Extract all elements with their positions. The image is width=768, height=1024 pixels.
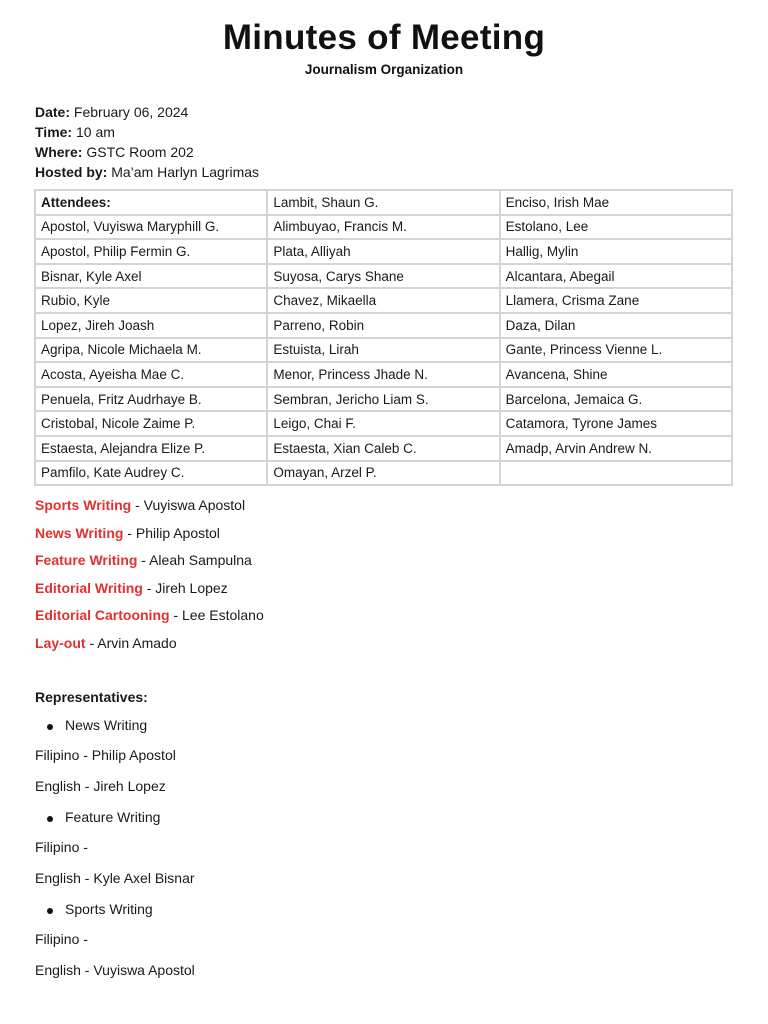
representative-line: English - Kyle Axel Bisnar xyxy=(35,870,195,886)
representatives-section xyxy=(35,686,195,990)
table-cell: Parreno, Robin xyxy=(267,313,499,338)
table-cell: Catamora, Tyrone James xyxy=(500,411,732,436)
role-item-cartooning: Editorial Cartooning - Lee Estolano xyxy=(35,607,264,624)
table-cell: Plata, Alliyah xyxy=(267,239,499,264)
table-cell: Barcelona, Jemaica G. xyxy=(500,387,732,412)
meeting-host: Hosted by: Ma’am Harlyn Lagrimas xyxy=(35,164,260,180)
table-row xyxy=(35,215,732,240)
representative-line: Filipino - xyxy=(35,839,88,855)
table-cell: Estaesta, Xian Caleb C. xyxy=(267,436,499,461)
representative-line: Filipino - xyxy=(35,931,88,947)
table-cell: Acosta, Ayeisha Mae C. xyxy=(35,362,267,387)
table-cell: Chavez, Mikaella xyxy=(267,288,499,313)
table-cell: Alcantara, Abegail xyxy=(500,264,732,289)
representative-line: English - Vuyiswa Apostol xyxy=(35,962,195,978)
role-item-layout: Lay-out - Arvin Amado xyxy=(35,634,177,651)
representative-line: English - Jireh Lopez xyxy=(35,778,166,794)
table-cell: Rubio, Kyle xyxy=(35,288,267,313)
table-cell: Alimbuyao, Francis M. xyxy=(267,215,499,240)
table-row xyxy=(35,239,732,264)
table-row xyxy=(35,387,732,412)
representative-line: Filipino - Philip Apostol xyxy=(35,747,176,763)
table-cell: Apostol, Vuyiswa Maryphill G. xyxy=(35,215,267,240)
table-cell: Penuela, Fritz Audrhaye B. xyxy=(35,387,267,412)
table-cell: Cristobal, Nicole Zaime P. xyxy=(35,411,267,436)
table-row xyxy=(35,461,732,486)
bullet-item-sports-writing: Sports Writing xyxy=(35,898,195,928)
table-cell: Lambit, Shaun G. xyxy=(267,190,499,215)
table-cell: Suyosa, Carys Shane xyxy=(267,264,499,289)
table-row xyxy=(35,338,732,363)
table-cell: Amadp, Arvin Andrew N. xyxy=(500,436,732,461)
table-cell: Gante, Princess Vienne L. xyxy=(500,338,732,363)
table-cell: Lopez, Jireh Joash xyxy=(35,313,267,338)
meeting-details xyxy=(35,102,259,182)
document-subtitle: Journalism Organization xyxy=(304,62,464,77)
table-row xyxy=(35,436,732,461)
table-cell: Leigo, Chai F. xyxy=(267,411,499,436)
meeting-location: Where: GSTC Room 202 xyxy=(35,144,194,160)
role-item-editorial: Editorial Writing - Jireh Lopez xyxy=(35,579,228,596)
table-row xyxy=(35,264,732,289)
table-cell: Daza, Dilan xyxy=(500,313,732,338)
table-row xyxy=(35,288,732,313)
meeting-time: Time: 10 am xyxy=(35,124,115,140)
table-cell: Apostol, Philip Fermin G. xyxy=(35,239,267,264)
representatives-heading: Representatives: xyxy=(35,689,148,705)
table-cell-empty xyxy=(500,461,732,486)
table-cell: Estolano, Lee xyxy=(500,215,732,240)
meeting-date: Date: February 06, 2024 xyxy=(35,104,189,120)
table-cell: Estuista, Lirah xyxy=(267,338,499,363)
table-cell: Sembran, Jericho Liam S. xyxy=(267,387,499,412)
role-item-sports: Sports Writing - Vuyiswa Apostol xyxy=(35,497,246,513)
table-cell: Avancena, Shine xyxy=(500,362,732,387)
table-cell: Menor, Princess Jhade N. xyxy=(267,362,499,387)
attendees-table xyxy=(34,189,733,486)
bullet-item-news-writing: News Writing xyxy=(35,714,195,744)
table-row xyxy=(35,362,732,387)
table-cell: Pamfilo, Kate Audrey C. xyxy=(35,461,267,486)
table-row xyxy=(35,411,732,436)
writing-assignments xyxy=(35,494,264,660)
table-cell: Llamera, Crisma Zane xyxy=(500,288,732,313)
table-row xyxy=(35,190,732,215)
bullet-item-feature-writing: Feature Writing xyxy=(35,806,195,836)
role-item-feature: Feature Writing - Aleah Sampulna xyxy=(35,552,252,569)
table-cell: Estaesta, Alejandra Elize P. xyxy=(35,436,267,461)
table-row xyxy=(35,313,732,338)
table-cell: Agripa, Nicole Michaela M. xyxy=(35,338,267,363)
table-cell: Enciso, Irish Mae xyxy=(500,190,732,215)
role-item-news: News Writing - Philip Apostol xyxy=(35,524,220,541)
attendees-header: Attendees: xyxy=(35,190,267,215)
table-cell: Bisnar, Kyle Axel xyxy=(35,264,267,289)
table-cell: Hallig, Mylin xyxy=(500,239,732,264)
document-title: Minutes of Meeting xyxy=(222,18,546,57)
table-cell: Omayan, Arzel P. xyxy=(267,461,499,486)
